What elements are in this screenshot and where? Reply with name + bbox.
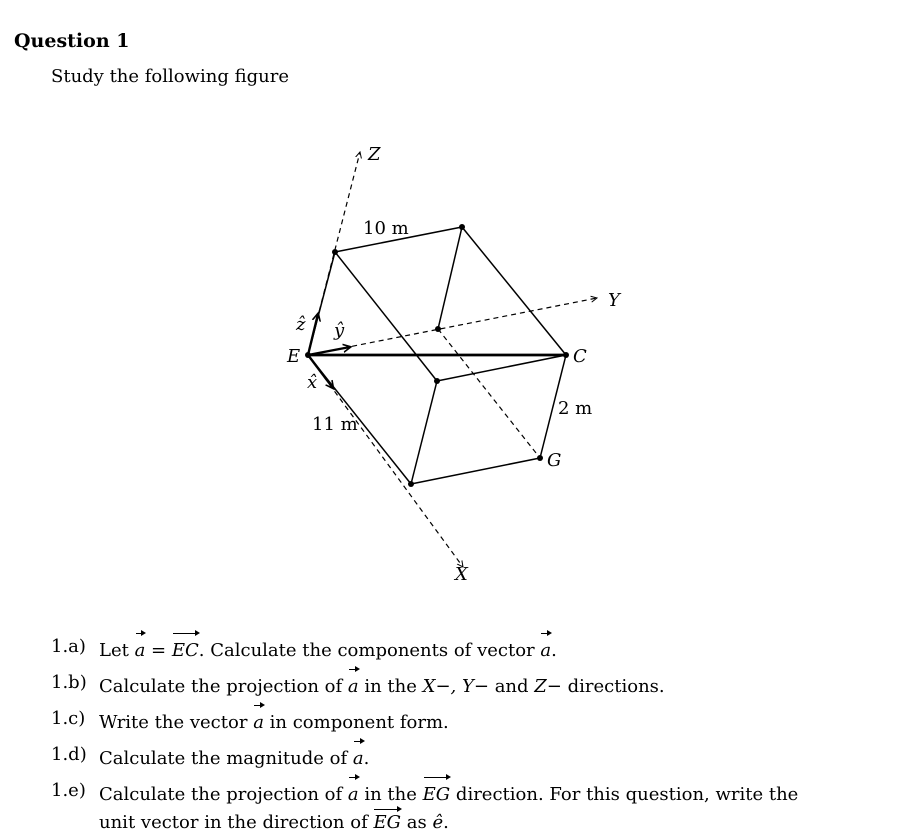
point-e-label: E — [287, 346, 301, 367]
item-1e-label: 1.e) — [51, 780, 86, 801]
vector-a: a — [348, 667, 359, 703]
point-c-label: C — [573, 346, 587, 367]
dimension-right: 2 m — [558, 398, 593, 419]
item-1a-text: Let — [99, 640, 129, 661]
vector-eg-symbol: EG — [373, 807, 401, 835]
item-1c-text: in component form. — [269, 712, 449, 733]
item-1b-text: and — [494, 676, 529, 697]
y-axis-label: Y — [608, 290, 620, 311]
equals-sign: = — [151, 640, 167, 661]
question-items — [51, 631, 871, 835]
item-1d — [51, 739, 871, 775]
item-1b-text: in the — [364, 676, 417, 697]
unit-z-arrow — [308, 314, 318, 355]
item-1e-text: in the — [364, 784, 417, 805]
item-1e-text: as — [406, 812, 427, 833]
period: . — [443, 812, 449, 833]
question-title: Question 1 — [14, 30, 130, 52]
period: . — [363, 748, 370, 769]
z-direction: Z− — [534, 676, 562, 697]
item-1b-text: Calculate the projection of — [99, 676, 343, 697]
vector-a: a — [348, 775, 359, 811]
vector-a: a — [253, 703, 264, 739]
item-1c — [51, 703, 871, 739]
item-1e — [51, 775, 871, 835]
item-1e-text: direction. For this question, write the — [455, 784, 799, 805]
item-1a — [51, 631, 871, 667]
item-1d-text: Calculate the magnitude of — [99, 748, 348, 769]
question-intro: Study the following figure — [51, 66, 289, 87]
item-1b — [51, 667, 871, 703]
dimension-left: 11 m — [312, 414, 358, 435]
dimension-top: 10 m — [363, 218, 409, 239]
unit-z-label: ẑ — [296, 314, 306, 335]
vector-a: a — [135, 631, 146, 667]
point-g-label: G — [547, 450, 562, 471]
xy-directions: X−, Y− — [422, 676, 489, 697]
item-1d-label: 1.d) — [51, 744, 87, 765]
vector-a: a — [353, 739, 364, 775]
item-1e-text: Calculate the projection of — [99, 784, 343, 805]
item-1a-label: 1.a) — [51, 636, 86, 657]
unit-vector-e-hat: ê — [432, 812, 444, 833]
hidden-edge-g — [438, 329, 540, 458]
vector-eg-symbol: EG — [423, 775, 451, 811]
item-1c-label: 1.c) — [51, 708, 86, 729]
item-1e-line2 — [99, 807, 871, 835]
unit-x-label: x̂ — [307, 372, 318, 393]
z-axis-label: Z — [368, 144, 381, 165]
vector-a: a — [540, 631, 551, 667]
x-axis-label: X — [455, 564, 468, 585]
item-1e-text: unit vector in the direction of — [99, 812, 368, 833]
vector-ec-symbol: EC — [172, 631, 199, 667]
unit-y-label: ŷ — [334, 320, 345, 341]
item-1b-text: directions. — [567, 676, 665, 697]
item-1b-label: 1.b) — [51, 672, 87, 693]
item-1a-text: . Calculate the components of vector — [198, 640, 535, 661]
period: . — [551, 640, 557, 661]
item-1c-text: Write the vector — [99, 712, 248, 733]
